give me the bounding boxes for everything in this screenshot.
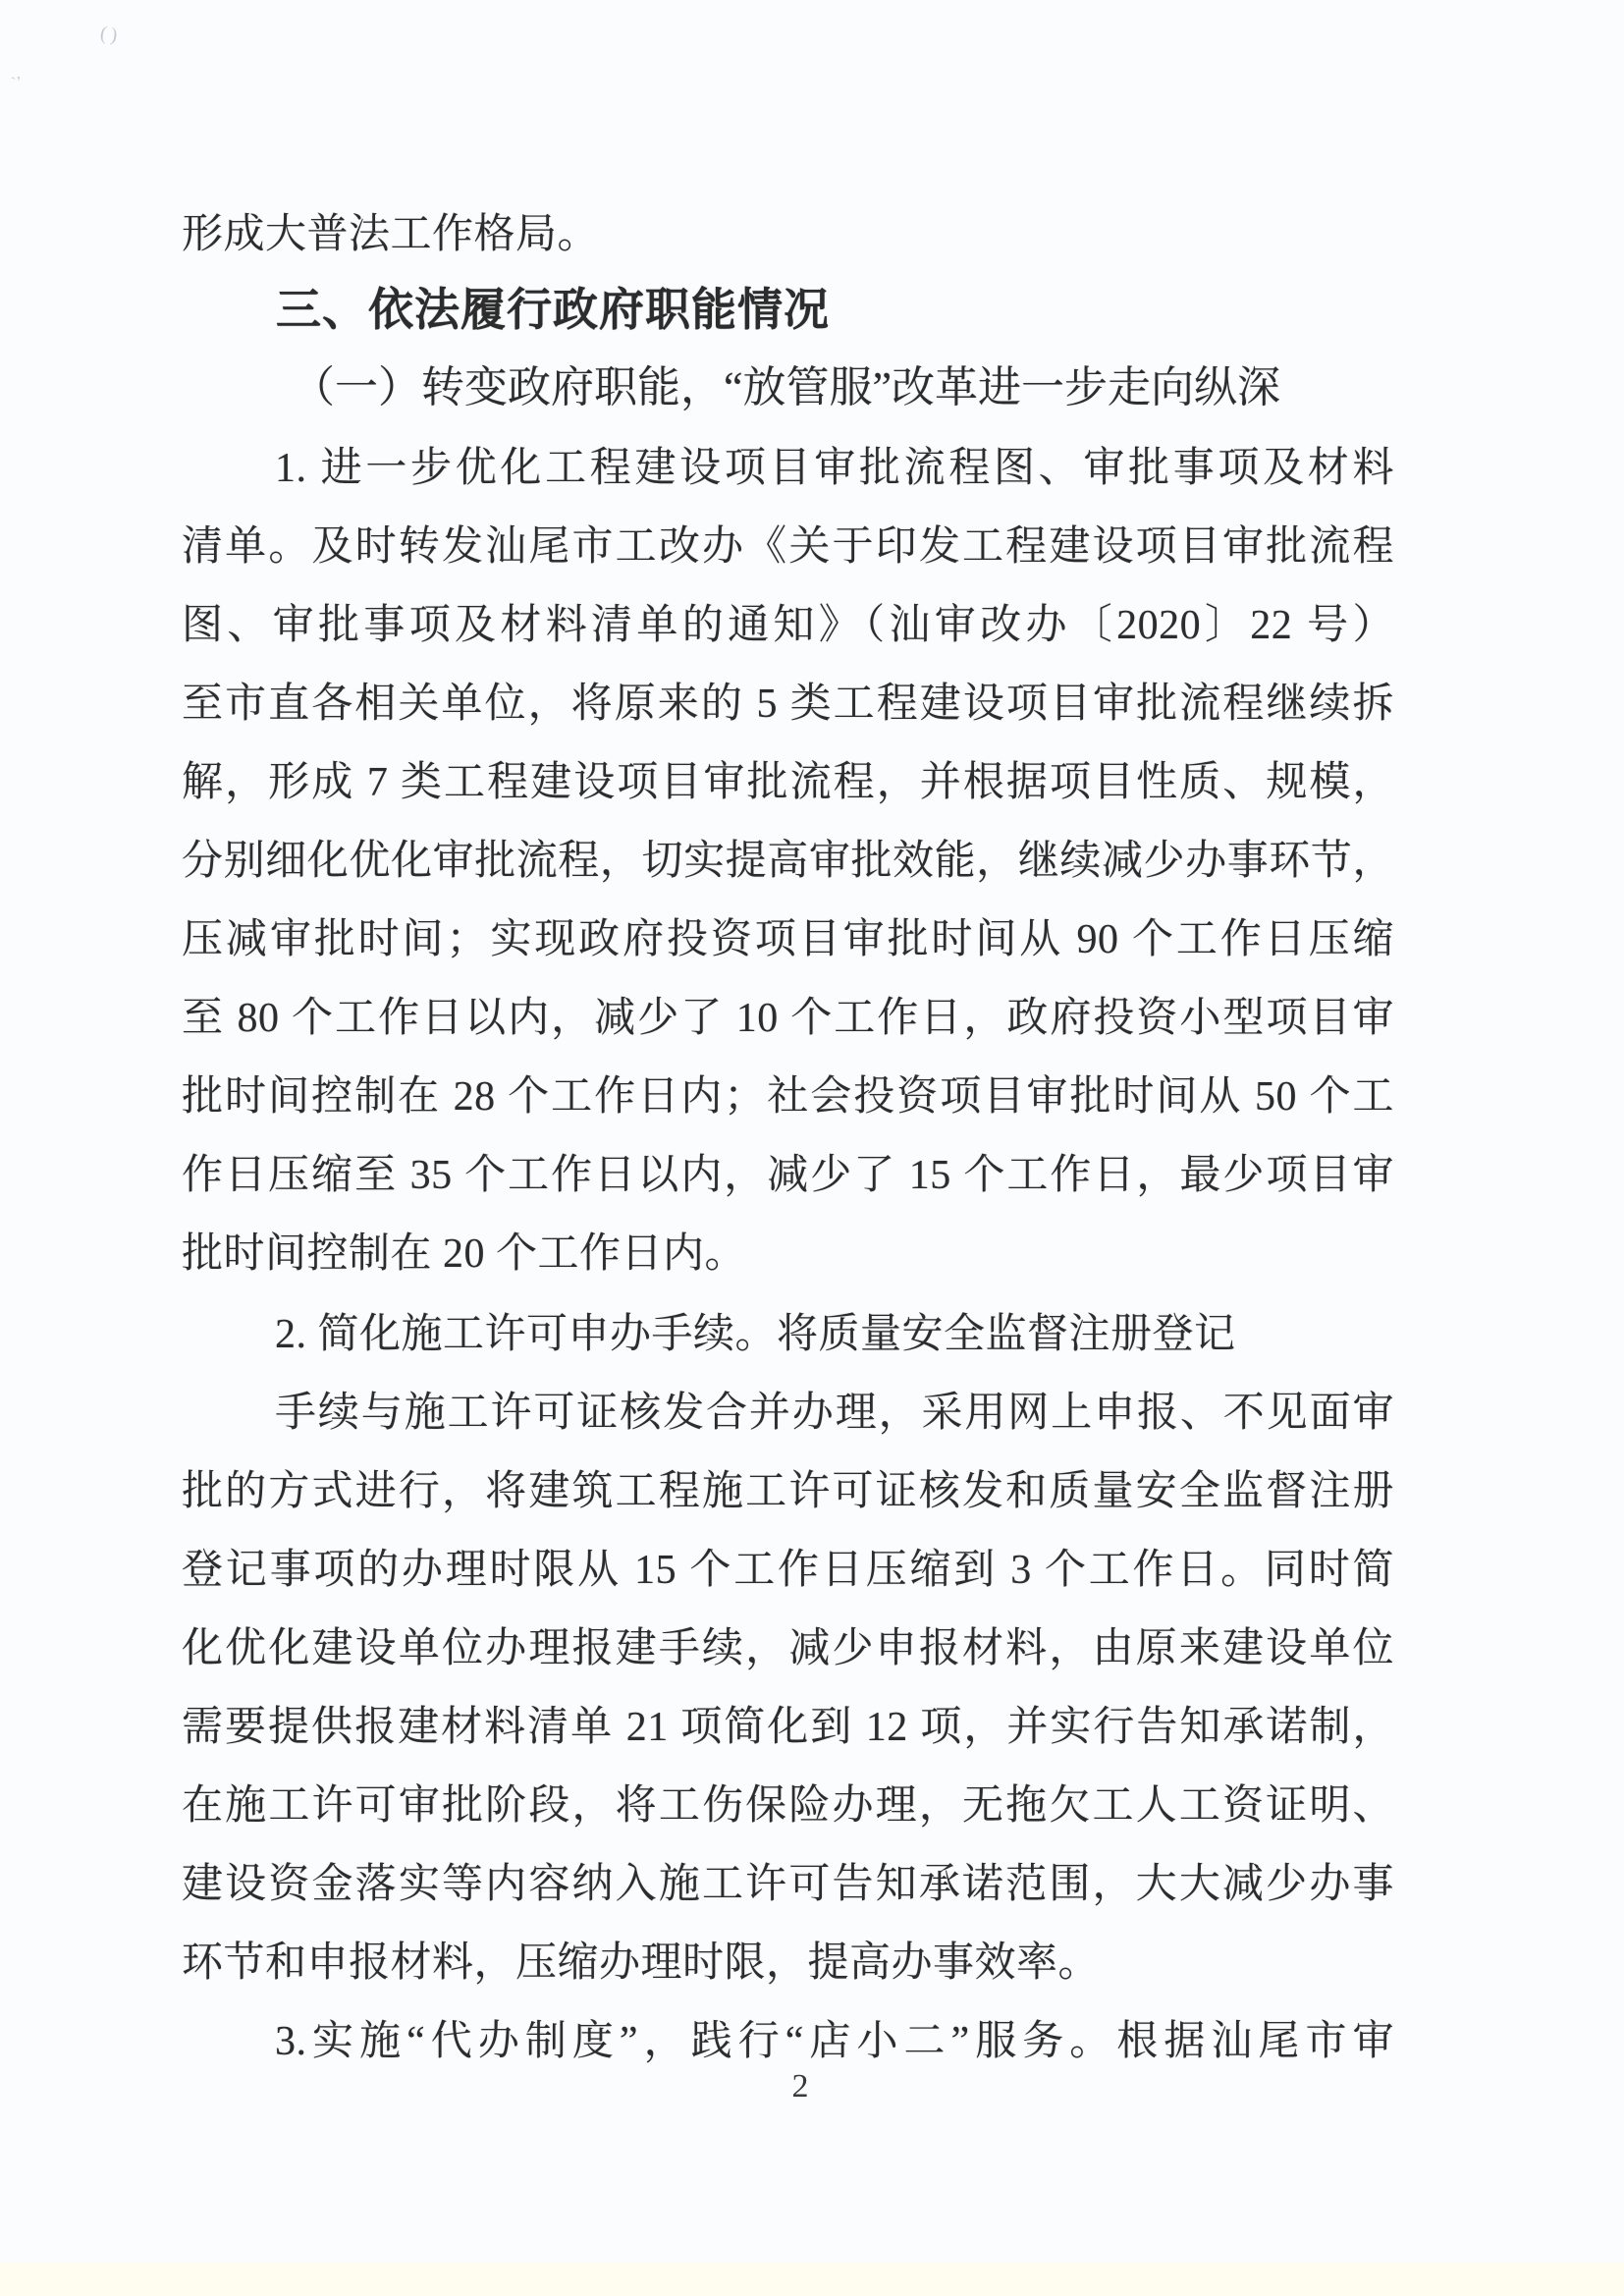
text-line: 图、审批事项及材料清单的通知》（汕审改办〔2020〕22 号） xyxy=(182,603,1394,648)
page-number: 2 xyxy=(791,2068,809,2105)
text-line: 1. 进一步优化工程建设项目审批流程图、审批事项及材料 xyxy=(275,446,1394,491)
text-line: 在施工许可审批阶段，将工伤保险办理，无拖欠工人工资证明、 xyxy=(182,1783,1394,1829)
text-line: 建设资金落实等内容纳入施工许可告知承诺范围，大大减少办事 xyxy=(182,1862,1394,1907)
text-line: 2. 简化施工许可申办手续。将质量安全监督注册登记 xyxy=(275,1312,1236,1357)
text-line: 环节和申报材料，压缩办理时限，提高办事效率。 xyxy=(182,1941,1101,1986)
section-heading: 三、依法履行政府职能情况 xyxy=(276,284,830,335)
subsection-heading: （一）转变政府职能，“放管服”改革进一步走向纵深 xyxy=(292,363,1281,411)
text-line: 需要提供报建材料清单 21 项简化到 12 项，并实行告知承诺制， xyxy=(182,1705,1394,1750)
text-line: 作日压缩至 35 个工作日以内，减少了 15 个工作日，最少项目审 xyxy=(182,1153,1394,1198)
scan-speck: ( ) xyxy=(98,22,119,47)
text-line: 至 80 个工作日以内，减少了 10 个工作日，政府投资小型项目审 xyxy=(182,996,1394,1041)
text-line: 至市直各相关单位，将原来的 5 类工程建设项目审批流程继续拆 xyxy=(182,682,1394,727)
text-line: 解，形成 7 类工程建设项目审批流程，并根据项目性质、规模， xyxy=(182,760,1394,805)
text-line: 登记事项的办理时限从 15 个工作日压缩到 3 个工作日。同时简 xyxy=(182,1548,1394,1593)
text-line: 批的方式进行，将建筑工程施工许可证核发和质量安全监督注册 xyxy=(182,1469,1394,1514)
text-line: 批时间控制在 28 个工作日内；社会投资项目审批时间从 50 个工 xyxy=(182,1074,1394,1120)
scan-speck: `’ xyxy=(10,74,25,92)
text-line: 化优化建设单位办理报建手续，减少申报材料，由原来建设单位 xyxy=(182,1626,1394,1671)
text-line: 清单。及时转发汕尾市工改办《关于印发工程建设项目审批流程 xyxy=(182,524,1394,570)
text-line: 分别细化优化审批流程，切实提高审批效能，继续减少办事环节， xyxy=(182,839,1394,884)
text-line: 手续与施工许可证核发合并办理，采用网上申报、不见面审 xyxy=(275,1391,1394,1436)
text-line: 3.实施“代办制度”，践行“店小二”服务。根据汕尾市审 xyxy=(275,2019,1394,2064)
text-line: 压减审批时间；实现政府投资项目审批时间从 90 个工作日压缩 xyxy=(182,917,1394,962)
text-line: 形成大普法工作格局。 xyxy=(182,212,600,257)
scan-edge-strip xyxy=(0,2263,1624,2296)
text-line: 批时间控制在 20 个工作日内。 xyxy=(182,1231,747,1277)
